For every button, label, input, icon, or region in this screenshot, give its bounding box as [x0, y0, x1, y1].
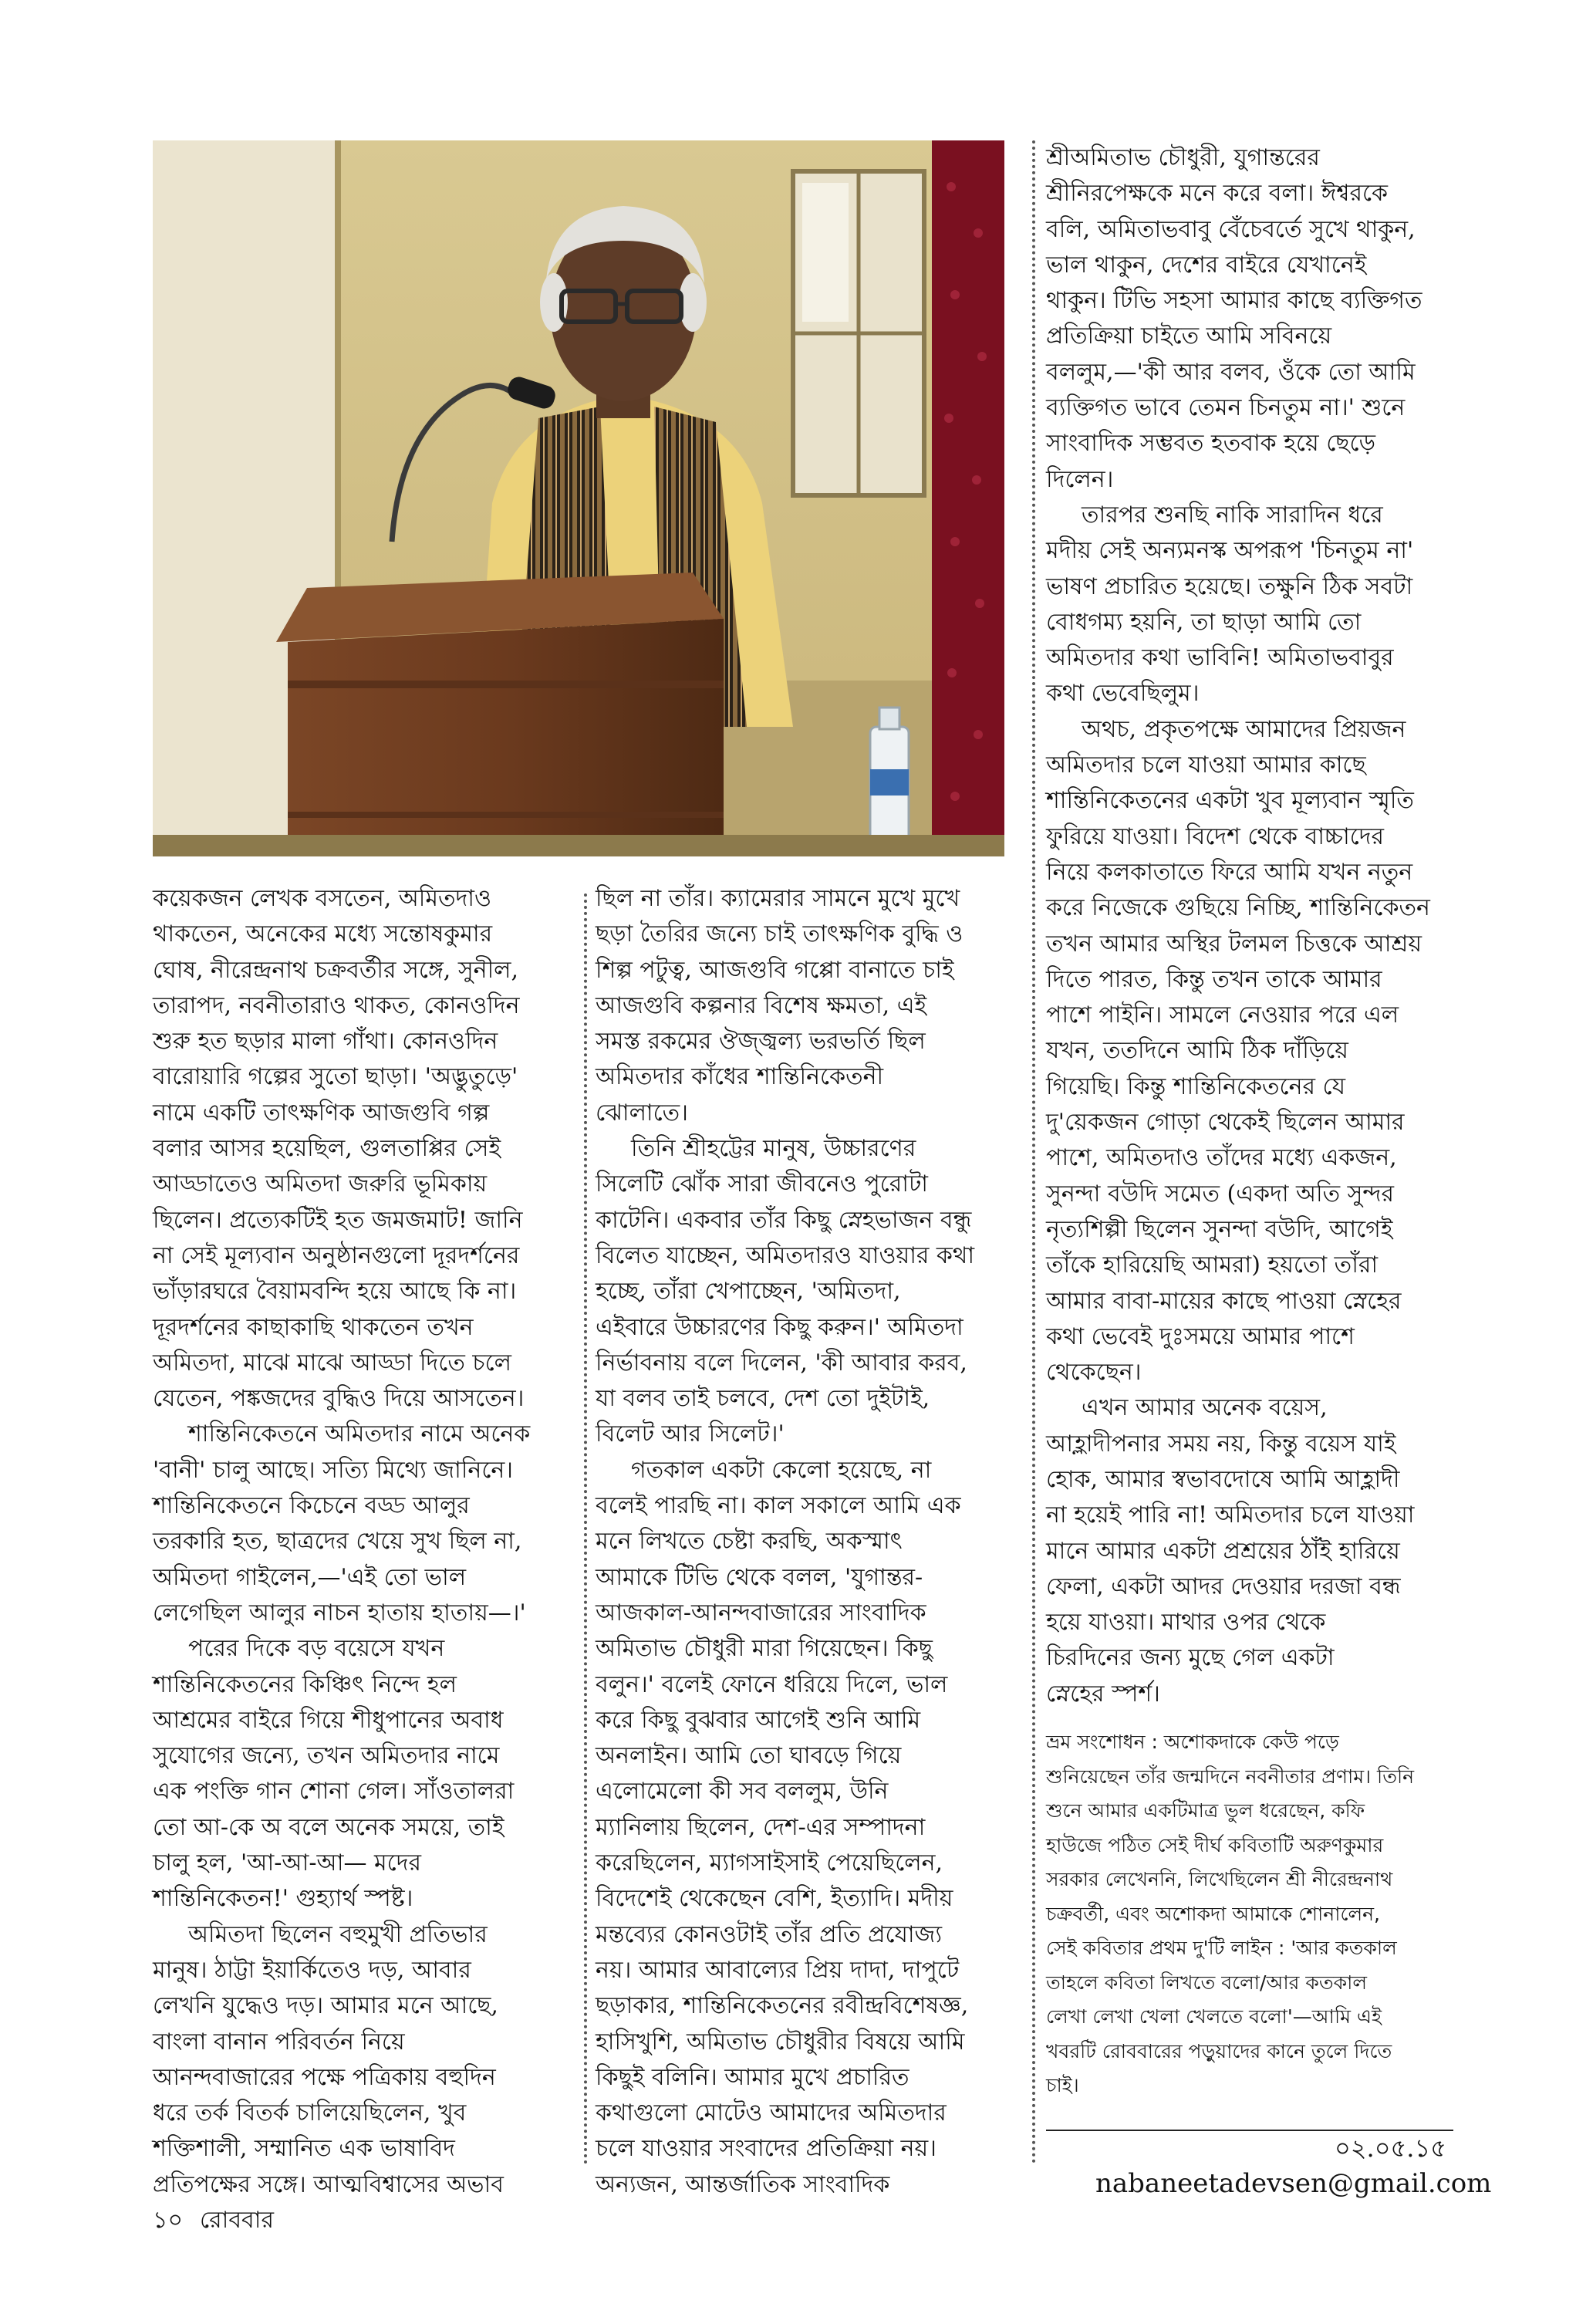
note-line: হাউজে পঠিত সেই দীর্ঘ কবিতাটি অরুণকুমার — [1046, 1833, 1384, 1856]
text-line: আড্ডাতেও অমিতদা জরুরি ভূমিকায় — [153, 1170, 488, 1198]
text-line: কথা ভেবেই দুঃসময়ে আমার পাশে — [1046, 1322, 1355, 1350]
water-bottle — [870, 708, 909, 843]
text-line: ধরে তর্ক বিতর্ক চালিয়েছিলেন, খুব — [153, 2099, 467, 2127]
page-number: ১০ — [153, 2207, 183, 2234]
text-line: শ্রীঅমিতাভ চৌধুরী, যুগান্তরের — [1046, 144, 1320, 171]
note-line: শুনিয়েছেন তাঁর জন্মদিনে নবনীতার প্রণাম। তিনি — [1046, 1765, 1415, 1788]
text-line: মদীয় সেই অন্যমনস্ক অপরূপ 'চিনতুম না' — [1046, 537, 1414, 565]
text-line: এক পংক্তি গান শোনা গেল। সাঁওতালরা — [153, 1778, 515, 1805]
text-line: দু'য়েকজন গোড়া থেকেই ছিলেন আমার — [1046, 1109, 1405, 1137]
text-line: তখন আমার অস্থির টলমল চিত্তকে আশ্রয় — [1046, 930, 1422, 958]
text-line: শান্তিনিকেতনে অমিতদার নামে অনেক — [188, 1420, 531, 1448]
text-line: সুযোগের জন্যে, তখন অমিতদার নামে — [153, 1742, 500, 1770]
text-line: ভাঁড়ারঘরে বৈয়ামবন্দি হয়ে আছে কি না। — [153, 1278, 517, 1306]
text-line: ম্যানিলায় ছিলেন, দেশ-এর সম্পাদনা — [596, 1813, 926, 1841]
text-line: আমার বাবা-মায়ের কাছে পাওয়া স্নেহের — [1046, 1287, 1402, 1315]
text-line: ব্যক্তিগত ভাবে তেমন চিনতুম না।' শুনে — [1046, 394, 1406, 422]
speaker-photo-illustration — [153, 140, 1004, 856]
correction-note — [1046, 1725, 1463, 2134]
text-line: অমিতদা ছিলেন বহুমুখী প্রতিভার — [188, 1920, 488, 1948]
note-line: চক্রবর্তী, এবং অশোকদা আমাকে শোনালেন, — [1046, 1902, 1380, 1925]
text-line: হোক, আমার স্বভাবদোষে আমি আহ্লাদী — [1046, 1465, 1400, 1493]
text-line: ভাষণ প্রচারিত হয়েছে। তক্ষুনি ঠিক সবটা — [1046, 573, 1413, 600]
text-line: আহ্লাদীপনার সময় নয়, কিন্তু বয়েস যাই — [1046, 1430, 1396, 1458]
text-line: তারপর শুনছি নাকি সারাদিন ধরে — [1082, 501, 1383, 529]
text-line: না সেই মূল্যবান অনুষ্ঠানগুলো দূরদর্শনের — [153, 1241, 520, 1269]
text-line: পাশে, অমিতদাও তাঁদের মধ্যে একজন, — [1046, 1144, 1397, 1172]
article-column-2 — [596, 881, 1024, 2198]
text-line: ছিলেন। প্রত্যেকটিই হত জমজমাট! জানি — [153, 1206, 523, 1234]
note-line: লেখা লেখা খেলা খেলতে বলো'—আমি এই — [1046, 2005, 1382, 2028]
text-line: বললুম,—'কী আর বলব, ওঁকে তো আমি — [1046, 358, 1416, 386]
text-line: বলি, অমিতাভবাবু বেঁচেবর্তে সুখে থাকুন, — [1046, 215, 1416, 243]
text-line: নৃত্যশিল্পী ছিলেন সুনন্দা বউদি, আগেই — [1046, 1215, 1393, 1243]
text-line: সুনন্দা বউদি সমেত (একদা অতি সুন্দর — [1046, 1180, 1395, 1208]
text-line: চলে যাওয়ার সংবাদের প্রতিক্রিয়া নয়। — [596, 2135, 936, 2163]
note-line: শুনে আমার একটিমাত্র ভুল ধরেছেন, কফি — [1046, 1799, 1365, 1822]
text-line: অমিতদা, মাঝে মাঝে আড্ডা দিতে চলে — [153, 1349, 512, 1376]
note-line: ভ্রম সংশোধন : অশোকদাকে কেউ পড়ে — [1046, 1731, 1339, 1753]
text-line: সমস্ত রকমের ঔজ্জ্বল্য ভরভর্তি ছিল — [596, 1028, 926, 1056]
text-line: শক্তিশালী, সম্মানিত এক ভাষাবিদ — [153, 2135, 455, 2163]
text-line: অমিতদার কাঁধের শান্তিনিকেতনী — [596, 1063, 884, 1091]
lectern — [276, 573, 724, 856]
text-line: কথাগুলো মোটেও আমাদের অমিতদার — [596, 2099, 947, 2127]
text-line: দিতে পারত, কিন্তু তখন তাকে আমার — [1046, 965, 1382, 993]
text-line: ছড়াকার, শান্তিনিকেতনের রবীন্দ্রবিশেষজ্ঞ, — [596, 1992, 969, 2020]
text-line: না হয়েই পারি না! অমিতদার চলে যাওয়া — [1046, 1501, 1415, 1529]
text-line: বলেই পারছি না। কাল সকালে আমি এক — [596, 1492, 961, 1520]
note-line: খবরটি রোববারের পড়ুয়াদের কানে তুলে দিতে — [1046, 2039, 1392, 2062]
text-line: নয়। আমার আবাল্যের প্রিয় দাদা, দাপুটে — [596, 1956, 960, 1984]
text-line: ফুরিয়ে যাওয়া। বিদেশ থেকে বাচ্চাদের — [1046, 823, 1385, 850]
text-line: সাংবাদিক সম্ভবত হতবাক হয়ে ছেড়ে — [1046, 430, 1376, 458]
text-line: শ্রীনিরপেক্ষকে মনে করে বলা। ঈশ্বরকে — [1046, 180, 1389, 208]
text-line: আমাকে টিভি থেকে বলল, 'যুগান্তর- — [596, 1563, 923, 1591]
text-line: দূরদর্শনের কাছাকাছি থাকতেন তখন — [153, 1313, 474, 1341]
text-line: ভাল থাকুন, দেশের বাইরে যেখানেই — [1046, 251, 1367, 279]
text-line: থেকেছেন। — [1046, 1359, 1142, 1387]
text-line: মনে লিখতে চেষ্টা করছি, অকস্মাৎ — [596, 1528, 903, 1556]
article-date: ০২.০৫.১৫ — [1334, 2133, 1446, 2163]
text-line: প্রতিপক্ষের সঙ্গে। আত্মবিশ্বাসের অভাব — [153, 2170, 504, 2198]
text-line: এখন আমার অনেক বয়েস, — [1082, 1394, 1328, 1422]
text-line: ঝোলাতে। — [596, 1099, 688, 1127]
text-line: যেতেন, পঙ্কজদের বুদ্ধিও দিয়ে আসতেন। — [153, 1385, 525, 1413]
column-divider — [584, 893, 587, 2165]
text-line: তিনি শ্রীহট্টের মানুষ, উচ্চারণের — [631, 1135, 916, 1163]
text-line: বাংলা বানান পরিবর্তন নিয়ে — [153, 2028, 405, 2055]
text-line: কাটেনি। একবার তাঁর কিছু স্নেহভাজন বন্ধু — [596, 1206, 972, 1234]
text-line: কয়েকজন লেখক বসতেন, অমিতদাও — [153, 885, 492, 912]
text-line: হচ্ছে, তাঁরা খেপাচ্ছেন, 'অমিতদা, — [596, 1278, 901, 1306]
text-line: অমিতদা গাইলেন,—'এই তো ভাল — [153, 1563, 467, 1591]
text-line: শান্তিনিকেতনে কিচেনে বড্ড আলুর — [153, 1492, 470, 1520]
text-line: অনলাইন। আমি তো ঘাবড়ে গিয়ে — [596, 1742, 902, 1770]
text-line: বোধগম্য হয়নি, তা ছাড়া আমি তো — [1046, 608, 1362, 636]
text-line: শান্তিনিকেতনের একটা খুব মূল্যবান স্মৃতি — [1046, 787, 1414, 815]
window — [793, 171, 924, 495]
text-line: আনন্দবাজারের পক্ষে পত্রিকায় বহুদিন — [153, 2063, 496, 2091]
text-line: মন্তব্যের কোনওটাই তাঁর প্রতি প্রযোজ্য — [596, 1920, 943, 1948]
text-line: যা বলব তাই চলবে, দেশ তো দুইটাই, — [596, 1385, 930, 1413]
text-line: গতকাল একটা কেলো হয়েছে, না — [631, 1456, 932, 1484]
text-line: বিলেট আর সিলেট।' — [596, 1420, 785, 1448]
curtain — [932, 140, 1004, 856]
text-line: অথচ, প্রকৃতপক্ষে আমাদের প্রিয়জন — [1082, 715, 1406, 743]
text-line: তরকারি হত, ছাত্রদের খেয়ে সুখ ছিল না, — [153, 1528, 522, 1556]
text-line: 'বানী' চালু আছে। সত্যি মিথ্যে জানিনে। — [153, 1456, 514, 1484]
article-column-3 — [1046, 140, 1463, 1707]
text-line: শিল্প পটুত্ব, আজগুবি গপ্পো বানাতে চাই — [596, 956, 954, 984]
text-line: মানুষ। ঠাট্টা ইয়ার্কিতেও দড়, আবার — [153, 1956, 471, 1984]
text-line: কিছুই বলিনি। আমার মুখে প্রচারিত — [596, 2063, 909, 2091]
text-line: এলোমেলো কী সব বললুম, উনি — [596, 1778, 889, 1805]
note-line: তাহলে কবিতা লিখতে বলো/আর কতকাল — [1046, 1971, 1367, 1994]
text-line: আজকাল-আনন্দবাজারের সাংবাদিক — [596, 1599, 926, 1626]
text-line: স্নেহের স্পর্শ। — [1046, 1680, 1160, 1708]
text-line: অমিতদার চলে যাওয়া আমার কাছে — [1046, 752, 1366, 779]
text-line: তো আ-কে অ বলে অনেক সময়ে, তাই — [153, 1813, 505, 1841]
text-line: শুরু হত ছড়ার মালা গাঁথা। কোনওদিন — [153, 1028, 498, 1056]
text-line: বলার আসর হয়েছিল, গুলতাপ্পির সেই — [153, 1135, 501, 1163]
speaker-photo — [153, 140, 1004, 856]
magazine-name: রোববার — [199, 2207, 274, 2234]
text-line: আশ্রমের বাইরে গিয়ে শীধুপানের অবাধ — [153, 1706, 504, 1734]
text-line: করেছিলেন, ম্যাগসাইসাই পেয়েছিলেন, — [596, 1849, 943, 1877]
text-line: লেখনি যুদ্ধেও দড়। আমার মনে আছে, — [153, 1992, 498, 2020]
text-line: তাঁকে হারিয়েছি আমরা) হয়তো তাঁরা — [1046, 1252, 1379, 1279]
text-line: যখন, ততদিনে আমি ঠিক দাঁড়িয়ে — [1046, 1037, 1348, 1065]
text-line: থাকতেন, অনেকের মধ্যে সন্তোষকুমার — [153, 920, 493, 948]
note-line: চাই। — [1046, 2074, 1079, 2096]
text-line: লেগেছিল আলুর নাচন হাতায় হাতায়—।' — [153, 1599, 526, 1626]
text-line: হাসিখুশি, অমিতাভ চৌধুরীর বিষয়ে আমি — [596, 2028, 965, 2055]
article-column-1 — [153, 881, 581, 2198]
text-line: দিলেন। — [1046, 465, 1114, 493]
text-line: সিলেটি ঝোঁক সারা জীবনেও পুরোটা — [596, 1170, 928, 1198]
text-line: অন্যজন, আন্তর্জাতিক সাংবাদিক — [596, 2170, 890, 2198]
author-email: nabaneetadevsen@gmail.com — [1095, 2168, 1492, 2199]
text-line: চালু হল, 'আ-আ-আ— মদের — [153, 1849, 421, 1877]
text-line: তারাপদ, নবনীতারাও থাকত, কোনওদিন — [153, 991, 520, 1019]
page-footer — [153, 2204, 291, 2238]
text-line: শান্তিনিকেতনের কিঞ্চিৎ নিন্দে হল — [153, 1670, 457, 1698]
text-line: করে নিজেকে গুছিয়ে নিচ্ছি, শান্তিনিকেতন — [1046, 894, 1430, 922]
text-line: বলুন।' বলেই ফোনে ধরিয়ে দিলে, ভাল — [596, 1670, 948, 1698]
text-line: নামে একটি তাৎক্ষণিক আজগুবি গল্প — [153, 1099, 490, 1127]
text-line: গিয়েছি। কিন্তু শান্তিনিকেতনের যে — [1046, 1072, 1345, 1100]
note-line: সেই কবিতার প্রথম দু'টি লাইন : 'আর কতকাল — [1046, 1937, 1397, 1959]
text-line: কথা ভেবেছিলুম। — [1046, 680, 1200, 708]
text-line: প্রতিক্রিয়া চাইতে আমি সবিনয়ে — [1046, 323, 1332, 350]
text-line: নিয়ে কলকাতাতে ফিরে আমি যখন নতুন — [1046, 858, 1413, 886]
text-line: বিলেত যাচ্ছেন, অমিতদারও যাওয়ার কথা — [596, 1241, 975, 1269]
text-line: করে কিছু বুঝবার আগেই শুনি আমি — [596, 1706, 921, 1734]
note-line: সরকার লেখেননি, লিখেছিলেন শ্রী নীরেন্দ্রনাথ — [1046, 1868, 1393, 1890]
text-line: ফেলা, একটা আদর দেওয়ার দরজা বন্ধ — [1046, 1572, 1401, 1600]
text-line: ছড়া তৈরির জন্যে চাই তাৎক্ষণিক বুদ্ধি ও — [596, 920, 963, 948]
text-line: আজগুবি কল্পনার বিশেষ ক্ষমতা, এই — [596, 991, 927, 1019]
text-line: বারোয়ারি গল্পের সুতো ছাড়া। 'অদ্ভুতুড়ে' — [153, 1063, 518, 1091]
text-line: অমিতাভ চৌধুরী মারা গিয়েছেন। কিছু — [596, 1635, 933, 1663]
text-line: ছিল না তাঁর। ক্যামেরার সামনে মুখে মুখে — [596, 885, 960, 912]
text-line: নির্ভাবনায় বলে দিলেন, 'কী আবার করব, — [596, 1349, 967, 1376]
column-divider — [1032, 140, 1035, 2165]
text-line: হয়ে যাওয়া। মাথার ওপর থেকে — [1046, 1609, 1326, 1637]
text-line: শান্তিনিকেতন!' গুহ্যার্থ স্পষ্ট। — [153, 1885, 413, 1913]
text-line: থাকুন। টিভি সহসা আমার কাছে ব্যক্তিগত — [1046, 287, 1422, 315]
text-line: ঘোষ, নীরেন্দ্রনাথ চক্রবর্তীর সঙ্গে, সুনীল, — [153, 956, 519, 984]
text-line: অমিতদার কথা ভাবিনি! অমিতাভবাবুর — [1046, 644, 1394, 672]
text-line: মানে আমার একটা প্রশ্রয়ের ঠাঁই হারিয়ে — [1046, 1537, 1400, 1565]
text-line: চিরদিনের জন্য মুছে গেল একটা — [1046, 1644, 1335, 1672]
text-line: এইবারে উচ্চারণের কিছু করুন।' অমিতদা — [596, 1313, 963, 1341]
text-line: বিদেশেই থেকেছেন বেশি, ইত্যাদি। মদীয় — [596, 1885, 953, 1913]
text-line: পাশে পাইনি। সামলে নেওয়ার পরে এল — [1046, 1002, 1399, 1029]
text-line: পরের দিকে বড় বয়েসে যখন — [188, 1635, 445, 1663]
